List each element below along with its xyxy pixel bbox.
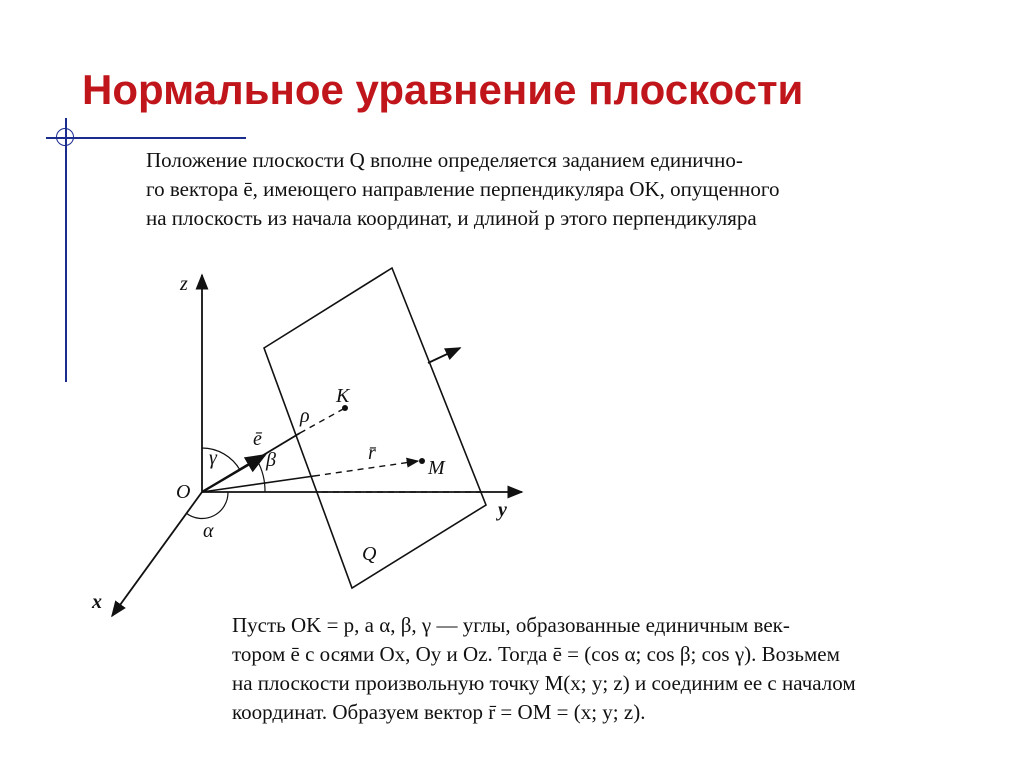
paragraph-line: Положение плоскости Q вполне определяется заданием единично- — [146, 148, 743, 172]
label-m: M — [428, 457, 445, 479]
label-x: x — [92, 591, 102, 613]
point-m — [419, 458, 425, 464]
paragraph-line: Пусть OK = p, а α, β, γ — углы, образованные единичным век- — [232, 613, 790, 637]
label-z: z — [180, 273, 188, 295]
normal-line-outside — [428, 348, 460, 363]
paragraph-line: го вектора ē, имеющего направление перпендикуляра OK, опущенного — [146, 177, 780, 201]
paragraph-derivation — [182, 611, 984, 727]
label-beta: β — [266, 449, 276, 471]
slide-title: Нормальное уравнение плоскости — [82, 66, 804, 113]
paragraph-line: тором ē с осями Ox, Oy и Oz. Тогда ē = (cos α; cos β; cos γ). Возьмем — [232, 642, 840, 666]
angle-arc-beta — [257, 460, 265, 492]
label-k: K — [336, 385, 350, 407]
vector-r — [202, 476, 314, 492]
label-origin: O — [176, 481, 191, 503]
label-alpha: α — [203, 520, 214, 542]
label-y: y — [498, 499, 507, 521]
paragraph-line: координат. Образуем вектор r̄ = OM = (x; y; z). — [232, 700, 646, 724]
paragraph-line: на плоскости произвольную точку M(x; y; z) и соединим ее с началом — [232, 671, 856, 695]
vector-r-dashed — [314, 461, 418, 476]
label-gamma: γ — [209, 447, 217, 469]
x-axis — [112, 492, 202, 616]
plane-q — [264, 268, 486, 588]
label-e: ē — [253, 428, 262, 450]
angle-arc-gamma — [202, 448, 240, 470]
paragraph-line: на плоскость из начала координат, и длиной p этого перпендикуляра — [146, 206, 757, 230]
label-q: Q — [362, 543, 377, 565]
label-p: ρ — [300, 405, 310, 427]
label-r: r̄ — [368, 442, 376, 464]
